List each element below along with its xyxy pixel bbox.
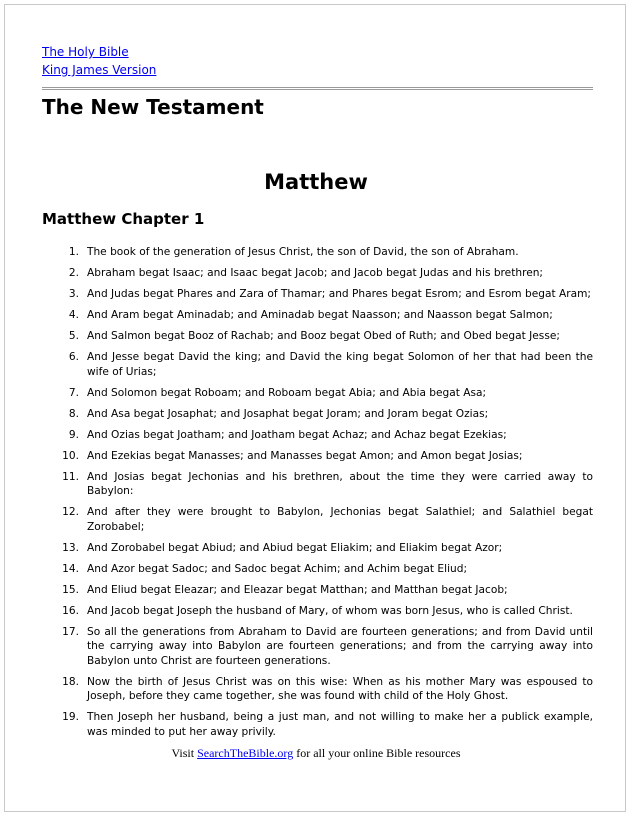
verse-item <box>42 583 593 598</box>
verse-number: 11. <box>62 470 79 483</box>
verse-text: And after they were brought to Babylon, Jechonias begat Salathiel; and Salathiel begat Zorobabel; <box>87 506 593 533</box>
footer-prefix: Visit <box>171 746 195 760</box>
verse-item <box>42 470 593 499</box>
verse-text: And Ezekias begat Manasses; and Manasses begat Amon; and Amon begat Josias; <box>87 449 523 462</box>
search-the-bible-link[interactable]: SearchTheBible.org <box>197 746 294 760</box>
document-page <box>4 4 626 812</box>
verse-number: 17. <box>62 625 79 638</box>
verse-item <box>42 449 593 464</box>
verse-number: 18. <box>62 675 79 688</box>
verse-number: 4. <box>68 309 79 321</box>
verse-text: And Eliud begat Eleazar; and Eleazar begat Matthan; and Matthan begat Jacob; <box>87 583 508 596</box>
verse-item <box>42 287 593 302</box>
verse-text: And Jesse begat David the king; and David the king begat Solomon of her that had been the wife of Urias; <box>87 351 593 378</box>
verse-number: 3. <box>68 288 79 300</box>
footer <box>5 745 627 761</box>
verse-item <box>42 350 593 379</box>
verse-text: And Solomon begat Roboam; and Roboam begat Abia; and Abia begat Asa; <box>87 386 487 399</box>
header-divider <box>42 87 593 90</box>
verse-number: 8. <box>68 407 79 420</box>
verse-item <box>42 407 593 422</box>
verse-item <box>42 625 593 669</box>
verse-text: And Ozias begat Joatham; and Joatham begat Achaz; and Achaz begat Ezekias; <box>87 428 507 441</box>
verse-text: And Aram begat Aminadab; and Aminadab begat Naasson; and Naasson begat Salmon; <box>87 309 553 321</box>
verse-number: 7. <box>68 386 79 399</box>
verse-text: Now the birth of Jesus Christ was on this wise: When as his mother Mary was espoused to Joseph, before they came together, she was found with child of the Holy Ghost. <box>87 675 593 702</box>
verse-item <box>42 604 593 619</box>
footer-suffix: for all your online Bible resources <box>296 746 461 760</box>
verse-item <box>42 541 593 556</box>
verse-text: The book of the generation of Jesus Christ, the son of David, the son of Abraham. <box>87 246 519 258</box>
verse-text: Then Joseph her husband, being a just man, and not willing to make her a publick example, was minded to put her away privily. <box>87 711 593 738</box>
verse-number: 6. <box>68 351 79 363</box>
verse-number: 14. <box>62 562 79 575</box>
verse-item <box>42 505 593 534</box>
verse-item <box>42 266 593 281</box>
verse-text: So all the generations from Abraham to David are fourteen generations; and from David until the carrying away into Babylon are fourteen generations; and from the carrying away into Babylon unto Christ are fourteen generations. <box>87 625 593 667</box>
verse-text: And Judas begat Phares and Zara of Thamar; and Phares begat Esrom; and Esrom begat Aram; <box>87 288 591 300</box>
verse-number: 10. <box>62 449 79 462</box>
verse-item <box>42 329 593 344</box>
verse-text: And Josias begat Jechonias and his brethren, about the time they were carried away to Babylon: <box>87 470 593 497</box>
verse-text: And Asa begat Josaphat; and Josaphat begat Joram; and Joram begat Ozias; <box>87 407 489 420</box>
kjv-link[interactable]: King James Version <box>42 63 157 77</box>
verse-number: 9. <box>68 428 79 441</box>
verse-item <box>42 308 593 323</box>
verse-number: 15. <box>62 583 79 596</box>
chapter-title: Matthew Chapter 1 <box>42 210 205 228</box>
verse-number: 16. <box>62 604 79 617</box>
verse-text: And Azor begat Sadoc; and Sadoc begat Achim; and Achim begat Eliud; <box>87 562 468 575</box>
verse-list <box>42 245 593 746</box>
verse-item <box>42 245 593 260</box>
verse-text: And Zorobabel begat Abiud; and Abiud begat Eliakim; and Eliakim begat Azor; <box>87 541 503 554</box>
verse-number: 2. <box>68 267 79 279</box>
testament-title: The New Testament <box>42 95 264 119</box>
verse-number: 19. <box>62 711 79 723</box>
verse-number: 5. <box>68 330 79 342</box>
verse-item <box>42 386 593 401</box>
header-links <box>42 43 156 79</box>
verse-text: And Salmon begat Booz of Rachab; and Booz begat Obed of Ruth; and Obed begat Jesse; <box>87 330 560 342</box>
verse-text: Abraham begat Isaac; and Isaac begat Jacob; and Jacob begat Judas and his brethren; <box>87 267 543 279</box>
verse-number: 13. <box>62 541 79 554</box>
verse-number: 1. <box>68 246 79 258</box>
holy-bible-link[interactable]: The Holy Bible <box>42 45 129 59</box>
verse-item <box>42 675 593 704</box>
verse-text: And Jacob begat Joseph the husband of Mary, of whom was born Jesus, who is called Christ. <box>87 604 573 617</box>
verse-number: 12. <box>62 506 79 518</box>
verse-item <box>42 562 593 577</box>
verse-item <box>42 428 593 443</box>
verse-item <box>42 710 593 739</box>
book-title: Matthew <box>264 170 368 194</box>
